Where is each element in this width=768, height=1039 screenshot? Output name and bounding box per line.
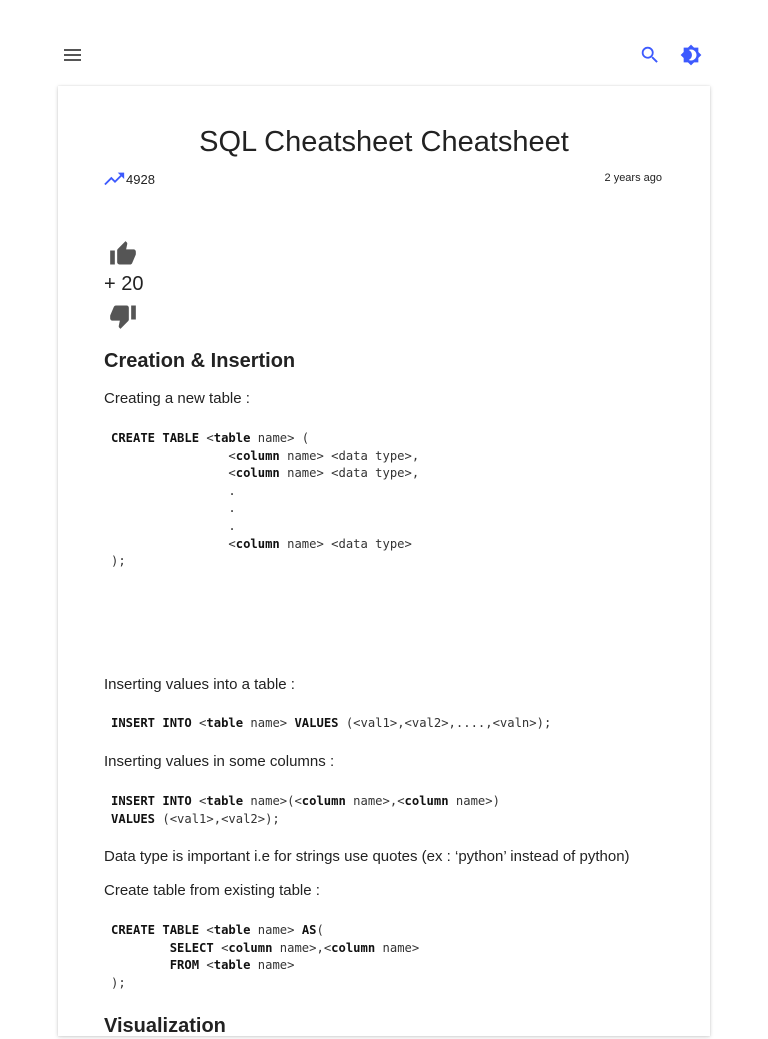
vote-count: + 20 bbox=[104, 273, 144, 295]
thumbs-up-icon[interactable] bbox=[108, 240, 138, 268]
section-heading-visualization: Visualization bbox=[104, 1015, 226, 1037]
create-from-existing-label: Create table from existing table : bbox=[104, 882, 320, 899]
trending-up-icon bbox=[104, 171, 126, 187]
brightness-icon[interactable] bbox=[680, 44, 702, 66]
code-block-create-as: CREATE TABLE <table name> AS( SELECT <column name>,<column name> FROM <table name> ); bbox=[111, 923, 420, 990]
top-bar bbox=[0, 0, 768, 100]
article-card bbox=[58, 86, 710, 1036]
search-icon[interactable] bbox=[639, 44, 661, 66]
insert-columns-label: Inserting values in some columns : bbox=[104, 753, 335, 770]
create-table-label: Creating a new table : bbox=[104, 390, 250, 407]
thumbs-down-icon[interactable] bbox=[108, 302, 138, 330]
page-title: SQL Cheatsheet Cheatsheet bbox=[199, 126, 569, 158]
data-type-note: Data type is important i.e for strings use quotes (ex : ‘python’ instead of python) bbox=[104, 848, 630, 865]
insert-values-label: Inserting values into a table : bbox=[104, 676, 295, 693]
code-block-insert-columns: INSERT INTO <table name>(<column name>,<column name>) VALUES (<val1>,<val2>); bbox=[111, 794, 500, 826]
view-count-value: 4928 bbox=[126, 171, 155, 187]
code-block-create-table: CREATE TABLE <table name> ( <column name> <data type>, <column name> <data type>, . . . <column name> <data type> ); bbox=[111, 431, 420, 569]
menu-icon[interactable] bbox=[62, 44, 84, 66]
view-count bbox=[104, 170, 155, 188]
code-block-insert: INSERT INTO <table name> VALUES (<val1>,<val2>,....,<valn>); bbox=[111, 716, 552, 730]
section-heading-creation: Creation & Insertion bbox=[104, 350, 296, 372]
post-age: 2 years ago bbox=[604, 172, 662, 184]
